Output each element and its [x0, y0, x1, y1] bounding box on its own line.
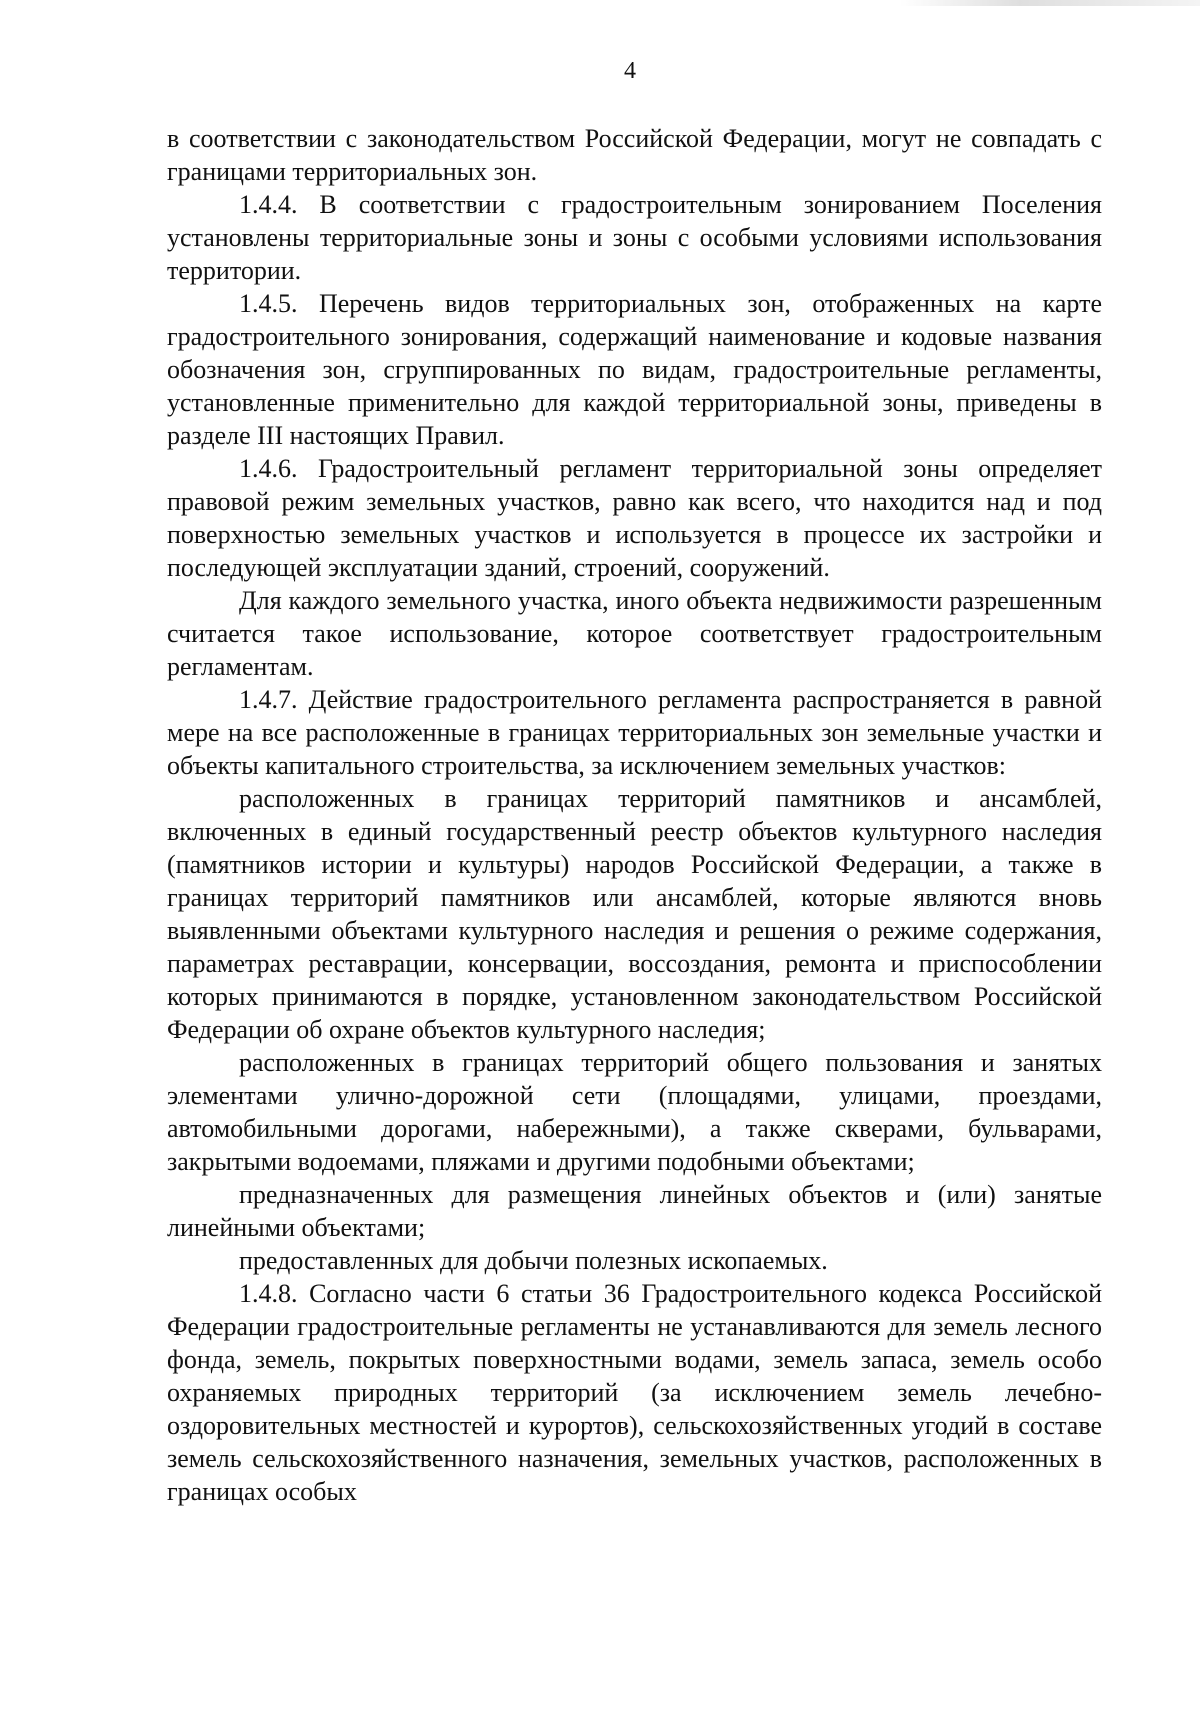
list-item-public-territories: расположенных в границах территорий общего пользования и занятых элементами улично-дорожной сети (площадями, улицами, проездами, автомобильными дорогами, набережными), а также скверами, бульварами, закрытыми водоемами, пляжами и другими подобными объектами;: [167, 1048, 1102, 1176]
document-body: [167, 122, 1102, 1508]
paragraph-1-4-7: 1.4.7. Действие градостроительного регламента распространяется в равной мере на все расположенные в границах территориальных зон земельные участки и объекты капитального строительства, за исключением земельных участков:: [167, 685, 1102, 780]
page-number: 4: [624, 58, 636, 84]
paragraph-1-4-6: 1.4.6. Градостроительный регламент территориальной зоны определяет правовой режим земельных участков, равно как всего, что находится над и под поверхностью земельных участков и используется в процессе их застройки и последующей эксплуатации зданий, строений, сооружений.: [167, 454, 1102, 582]
list-item-cultural-heritage: расположенных в границах территорий памятников и ансамблей, включенных в единый государственный реестр объектов культурного наследия (памятников истории и культуры) народов Российской Федерации, а также в границах территорий памятников или ансамблей, которые являются вновь выявленными объектами культурного наследия и решения о режиме содержания, параметрах реставрации, консервации, воссоздания, ремонта и приспособлении которых принимаются в порядке, установленном законодательством Российской Федерации об охране объектов культурного наследия;: [167, 784, 1102, 1044]
paragraph-1-4-8: 1.4.8. Согласно части 6 статьи 36 Градостроительного кодекса Российской Федерации градостроительные регламенты не устанавливаются для земель лесного фонда, земель, покрытых поверхностными водами, земель запаса, земель особо охраняемых природных территорий (за исключением земель лечебно-оздоровительных местностей и курортов), сельскохозяйственных угодий в составе земель сельскохозяйственного назначения, земельных участков, расположенных в границах особых: [167, 1279, 1102, 1506]
list-item-linear-objects: предназначенных для размещения линейных объектов и (или) занятые линейными объектами;: [167, 1180, 1102, 1242]
scan-artifact: [900, 0, 1200, 6]
paragraph-1-4-5: 1.4.5. Перечень видов территориальных зон, отображенных на карте градостроительного зонирования, содержащий наименование и кодовые названия обозначения зон, сгруппированных по видам, градостроительные регламенты, установленные применительно для каждой территориальной зоны, приведены в разделе III настоящих Правил.: [167, 289, 1102, 450]
paragraph-continuation: в соответствии с законодательством Российской Федерации, могут не совпадать с границами территориальных зон.: [167, 124, 1102, 186]
list-item-mining: предоставленных для добычи полезных ископаемых.: [239, 1246, 828, 1275]
paragraph-1-4-4: 1.4.4. В соответствии с градостроительным зонированием Поселения установлены территориальные зоны и зоны с особыми условиями использования территории.: [167, 190, 1102, 285]
paragraph-permitted-use: Для каждого земельного участка, иного объекта недвижимости разрешенным считается такое использование, которое соответствует градостроительным регламентам.: [167, 586, 1102, 681]
